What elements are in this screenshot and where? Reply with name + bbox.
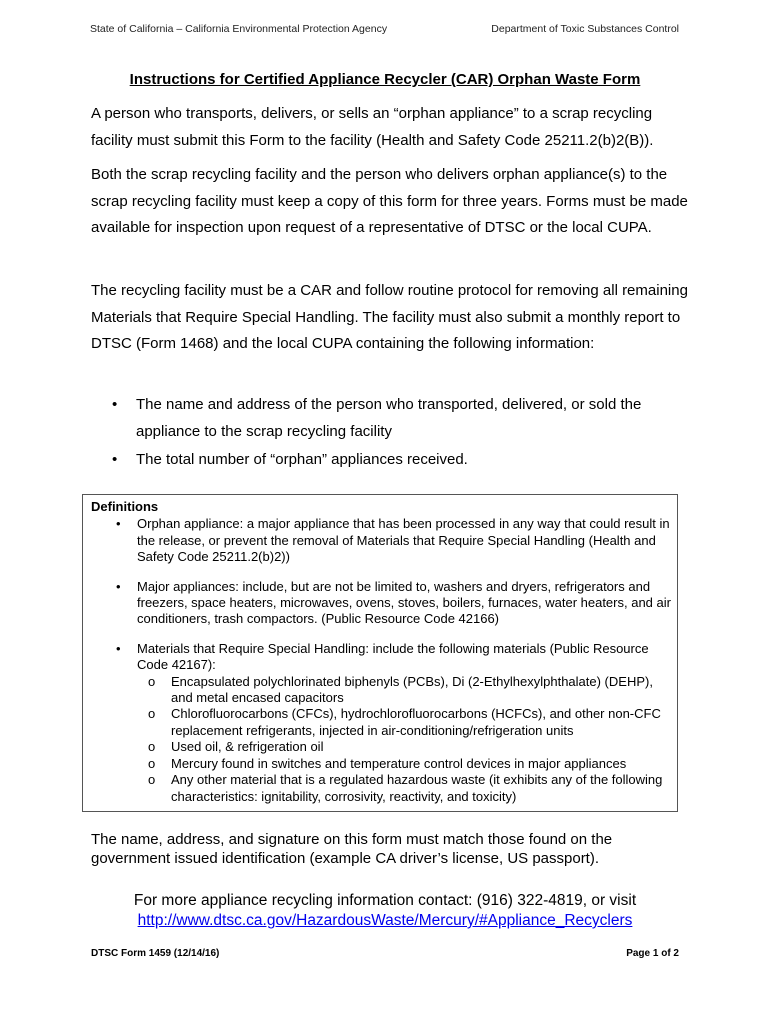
list-item: o Encapsulated polychlorinated biphenyls (PCBs), Di (2-Ethylhexylphthalate) (DEHP), and metal encased capacitors [137, 674, 671, 707]
list-item: o Mercury found in switches and temperature control devices in major appliances [137, 756, 671, 772]
signature-note: The name, address, and signature on this form must match those found on the government issued identification (example CA driver’s license, US passport). [91, 831, 613, 867]
form-id: DTSC Form 1459 (12/14/16) [91, 948, 220, 959]
definition-major-appliances: • Major appliances: include, but are not be limited to, washers and dryers, refrigerators and freezers, space heaters, microwaves, ovens, stoves, boilers, furnaces, water heaters, and air conditioners, trash compactors. (Public Resource Code 42166) [91, 579, 671, 628]
page-number: Page 1 of 2 [626, 948, 679, 959]
list-item: o Any other material that is a regulated hazardous waste (it exhibits any of the following characteristics: ignitability, corrosivity, reactivity, and toxicity) [137, 772, 671, 805]
contact-info [0, 891, 770, 931]
definitions-list [91, 516, 671, 805]
list-item: o Chlorofluorocarbons (CFCs), hydrochlorofluorocarbons (HCFCs), and other non-CFC replacement refrigerants, injected in air-conditioning/refrigeration units [137, 706, 671, 739]
page-title: Instructions for Certified Appliance Recycler (CAR) Orphan Waste Form [129, 71, 641, 88]
definitions-box [82, 494, 678, 812]
paragraph-car-requirements: The recycling facility must be a CAR and follow routine protocol for removing all remaining Materials that Require Special Handling. The facility must also submit a monthly report to DTSC (Form 1468) and the local CUPA containing the following information: [91, 282, 688, 352]
definition-special-handling-text: • Materials that Require Special Handling: include the following materials (Public Resource Code 42167): [137, 640, 649, 673]
list-item: • The total number of “orphan” appliances received. [112, 447, 672, 474]
paragraph-retention: Both the scrap recycling facility and the person who delivers orphan appliance(s) to the scrap recycling facility must keep a copy of this form for three years. Forms must be made available for inspection upon request of a representative of DTSC or the local CUPA. [91, 166, 688, 236]
special-materials-list [137, 674, 671, 805]
report-info-list [112, 392, 672, 476]
list-item: • The name and address of the person who transported, delivered, or sold the appliance to the scrap recycling facility [112, 392, 672, 445]
definition-orphan-appliance: • Orphan appliance: a major appliance that has been processed in any way that could result in the release, or prevent the removal of Materials that Require Special Handling (Health and Safety Code 25211.2(b)2)) [91, 516, 671, 565]
definitions-title: Definitions [91, 499, 159, 514]
header-agency: State of California – California Environmental Protection Agency [90, 23, 388, 35]
list-item: o Used oil, & refrigeration oil [137, 739, 671, 755]
paragraph-intro: A person who transports, delivers, or sells an “orphan appliance” to a scrap recycling facility must submit this Form to the facility (Health and Safety Code 25211.2(b)2(B)). [91, 105, 654, 149]
contact-text: For more appliance recycling information contact: (916) 322-4819, or visit [133, 892, 637, 909]
definition-special-handling [91, 641, 671, 805]
header-department: Department of Toxic Substances Control [491, 23, 679, 35]
appliance-recyclers-link[interactable]: http://www.dtsc.ca.gov/HazardousWaste/Mercury/#Appliance_Recyclers [137, 912, 633, 929]
